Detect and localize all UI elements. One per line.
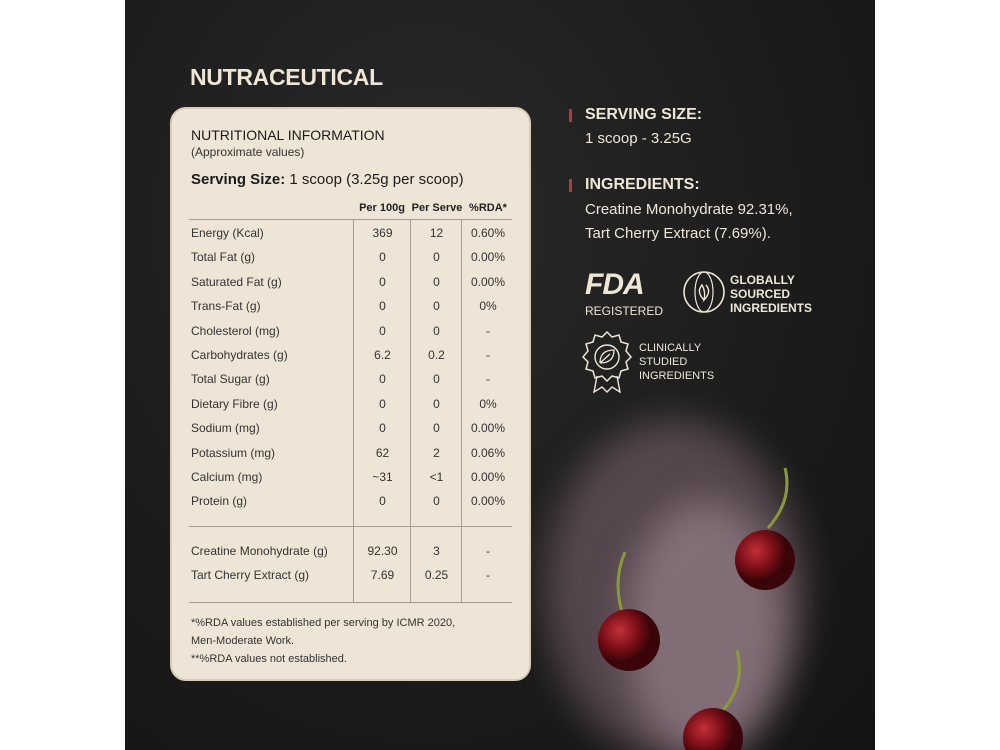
divider — [189, 219, 512, 220]
header-per-serve: Per Serve — [411, 202, 463, 214]
nutrient-name: Dietary Fibre (g) — [191, 396, 278, 411]
table-row — [172, 226, 529, 246]
table-row — [172, 446, 529, 466]
serving-value: 1 scoop (3.25g per scoop) — [285, 171, 464, 188]
header-rda: %RDA* — [469, 202, 507, 214]
cell-value: 0 — [433, 396, 440, 411]
nutrient-name: Calcium (mg) — [191, 470, 263, 484]
cell-value: - — [486, 568, 490, 583]
cell-value: 0.06% — [470, 445, 506, 460]
cell-value: <1 — [429, 470, 444, 484]
seal-leaf-icon — [582, 330, 632, 394]
nutrient-name: Protein (g) — [191, 494, 248, 509]
cell-value: 0 — [379, 421, 386, 436]
cell-value: 0 — [433, 323, 440, 338]
nutrient-name: Carbohydrates (g) — [191, 348, 288, 362]
nutrient-name: Saturated Fat (g) — [191, 274, 282, 289]
cell-value: 0.60% — [470, 226, 506, 240]
ingredients-heading: INGREDIENTS: — [585, 176, 700, 193]
cell-value: 0.00% — [470, 421, 506, 436]
cell-value: 92.30 — [367, 544, 398, 558]
nutrient-name: Total Fat (g) — [191, 250, 256, 265]
cell-value: 0 — [433, 494, 440, 509]
serving-size — [191, 171, 464, 188]
cell-value: 0.00% — [470, 250, 506, 265]
fda-logo: FDA — [585, 268, 644, 301]
table-row — [172, 324, 529, 344]
global-badge-text: GLOBALLY SOURCED INGREDIENTS — [730, 273, 813, 315]
nutrient-name: Trans-Fat (g) — [191, 299, 261, 314]
cell-value: 0 — [379, 494, 386, 509]
cell-value: 0.2 — [428, 348, 445, 362]
cell-value: 0 — [433, 299, 440, 314]
cell-value: - — [486, 348, 490, 362]
nutrient-name: Potassium (mg) — [191, 445, 276, 460]
serving-text: 1 scoop - 3.25G — [585, 130, 692, 147]
nutrient-name: Total Sugar (g) — [191, 372, 270, 387]
table-row — [172, 348, 529, 368]
table-row — [172, 421, 529, 441]
cell-value: 0.25 — [424, 568, 449, 583]
table-row — [172, 470, 529, 490]
nutrient-name: Energy (Kcal) — [191, 226, 264, 240]
fda-registered: REGISTERED — [585, 304, 664, 318]
card-title: NUTRITIONAL INFORMATION — [191, 127, 385, 143]
cell-value: - — [486, 372, 490, 387]
header-per-100g: Per 100g — [359, 202, 405, 214]
table-row — [172, 275, 529, 295]
cell-value: 0 — [379, 323, 386, 338]
cell-value: 0 — [433, 274, 440, 289]
cell-value: 0 — [379, 299, 386, 314]
cell-value: 3 — [433, 544, 440, 558]
nutrient-name: Sodium (mg) — [191, 421, 260, 436]
serving-label: Serving Size: — [191, 171, 286, 188]
footnote: Men-Moderate Work. — [191, 635, 295, 647]
cell-value: 2 — [433, 445, 440, 460]
serving-heading: SERVING SIZE: — [585, 106, 703, 123]
divider — [189, 526, 512, 527]
cell-value: 0 — [433, 250, 440, 265]
table-row — [172, 372, 529, 392]
footnote: **%RDA values not established. — [191, 653, 347, 665]
footnotes — [191, 614, 455, 668]
nutrient-name: Creatine Monohydrate (g) — [191, 544, 328, 558]
table-row — [172, 397, 529, 417]
card-subtitle: (Approximate values) — [191, 145, 305, 159]
brand-title: NUTRACEUTICAL — [190, 64, 383, 90]
table-row — [172, 544, 529, 564]
cell-value: 0 — [433, 421, 440, 436]
cell-value: 0 — [379, 372, 386, 387]
table-row — [172, 494, 529, 514]
cell-value: 0% — [479, 396, 497, 411]
cell-value: 0 — [433, 372, 440, 387]
cell-value: ~31 — [372, 470, 393, 484]
cell-value: 0.00% — [470, 470, 506, 484]
cell-value: 12 — [429, 226, 444, 240]
footnote: *%RDA values established per serving by ICMR 2020, — [191, 617, 456, 629]
cell-value: 0 — [379, 396, 386, 411]
cell-value: 0.00% — [470, 274, 506, 289]
nutrition-card — [170, 107, 531, 681]
globe-leaf-icon — [682, 270, 726, 314]
cell-value: 7.69 — [370, 568, 395, 583]
ingredients-line: Creatine Monohydrate 92.31%, — [585, 201, 793, 218]
table-row — [172, 568, 529, 588]
table-row — [172, 299, 529, 319]
accent-bar — [569, 179, 572, 192]
cell-value: 369 — [372, 226, 393, 240]
cell-value: - — [486, 544, 490, 558]
ingredients-line: Tart Cherry Extract (7.69%). — [585, 225, 771, 242]
cell-value: 0% — [479, 299, 497, 314]
nutrient-name: Cholesterol (mg) — [191, 323, 280, 338]
divider — [189, 602, 512, 603]
cell-value: 0 — [379, 274, 386, 289]
cell-value: 62 — [375, 445, 390, 460]
cell-value: 6.2 — [374, 348, 391, 362]
accent-bar — [569, 109, 572, 122]
clinical-badge-text: CLINICALLY STUDIED INGREDIENTS — [639, 342, 715, 382]
cell-value: 0.00% — [470, 494, 506, 509]
table-row — [172, 250, 529, 270]
cell-value: - — [486, 323, 490, 338]
cell-value: 0 — [379, 250, 386, 265]
nutrient-name: Tart Cherry Extract (g) — [191, 568, 310, 583]
